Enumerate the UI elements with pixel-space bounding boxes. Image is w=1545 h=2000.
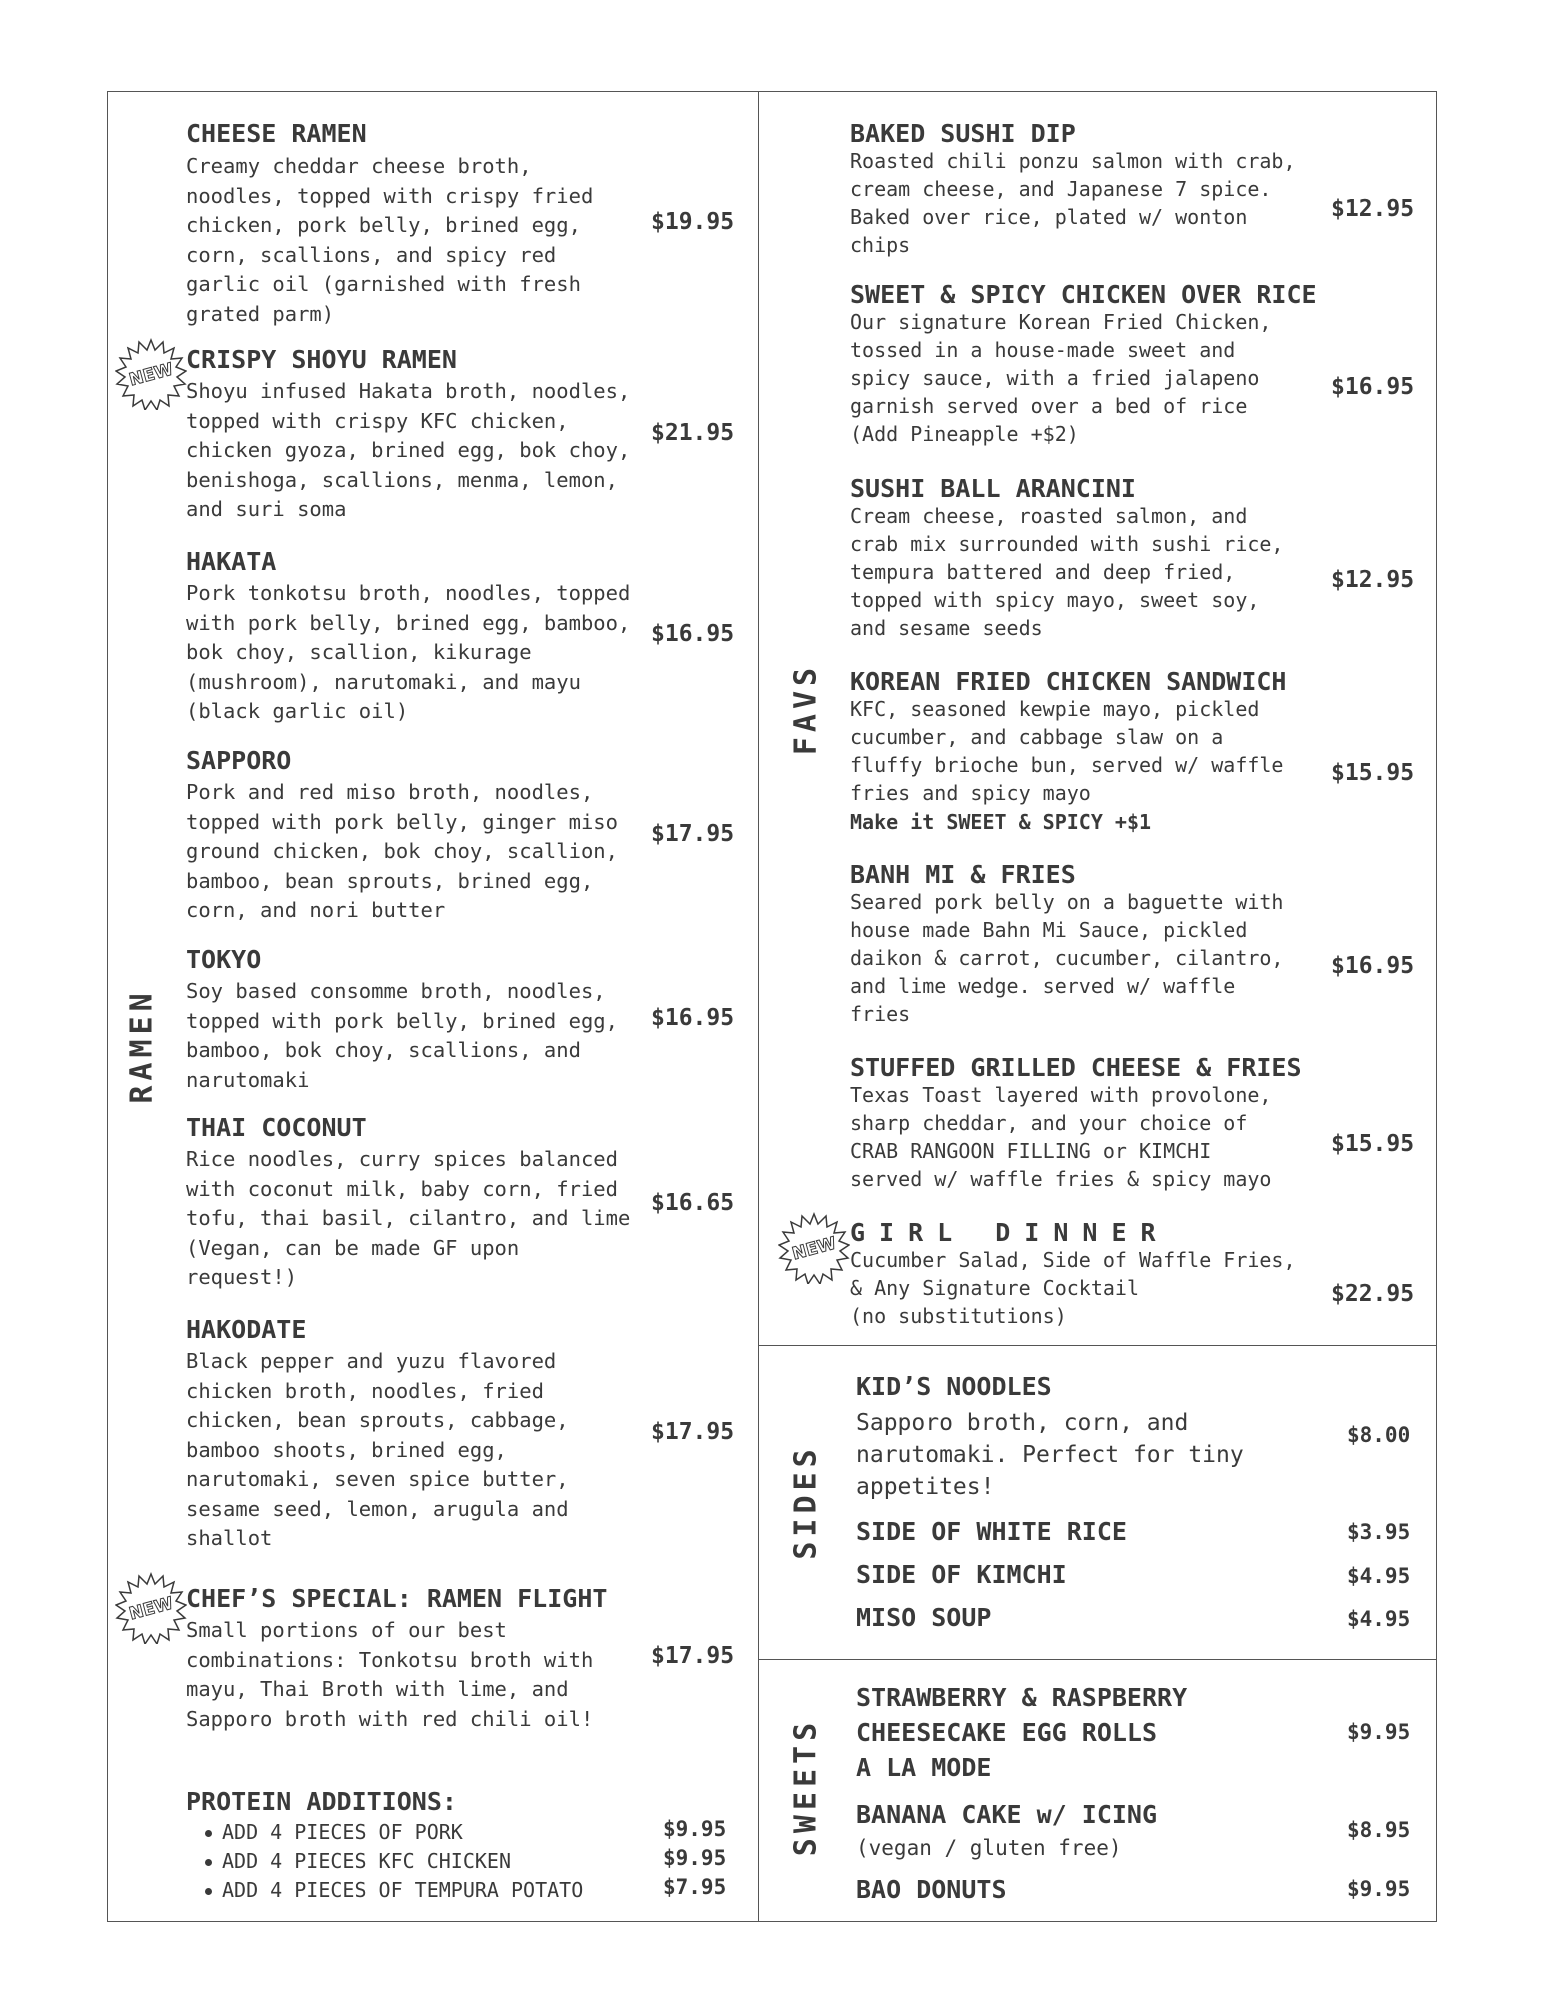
menu-item-description: Shoyu infused Hakata broth, noodles, topped with crispy KFC chicken, chicken gyoza, brined egg, bok choy, benishoga, scallions, menma, lemon, and suri soma: [186, 379, 631, 521]
favs-sides-divider: [758, 1345, 1437, 1346]
protein-additions-title: PROTEIN ADDITIONS:: [186, 1787, 457, 1816]
new-badge-text: NEW: [127, 1593, 176, 1625]
menu-item-name: SAPPORO: [186, 746, 292, 775]
menu-item-description: Pork and red miso broth, noodles, topped with pork belly, ginger miso ground chicken, bok choy, scallion, bamboo, bean sprouts, brined egg, corn, and nori butter: [186, 780, 618, 922]
section-label-favs: FAVS: [788, 662, 824, 756]
menu-item-price: $12.95: [1331, 196, 1415, 222]
menu-item-description: Rice noodles, curry spices balanced with coconut milk, baby corn, fried tofu, thai basil, cilantro, and lime (Vegan, can be made GF upon request!): [186, 1147, 631, 1289]
bullet-icon: [205, 1888, 212, 1895]
section-label-sides: SIDES: [788, 1444, 824, 1560]
sides-sweets-divider: [758, 1659, 1437, 1660]
new-badge-icon: [115, 338, 187, 410]
protein-item-price: $7.95: [663, 1875, 727, 1899]
menu-item-description: Soy based consomme broth, noodles, topped with pork belly, brined egg, bamboo, bok choy, scallions, and narutomaki: [186, 979, 618, 1092]
menu-item-name: SWEET & SPICY CHICKEN OVER RICE: [850, 280, 1317, 309]
menu-item-description: Pork tonkotsu broth, noodles, topped with pork belly, brined egg, bamboo, bok choy, scallion, kikurage (mushroom), narutomaki, and mayu (black garlic oil): [186, 581, 631, 723]
menu-item-price: $22.95: [1331, 1281, 1415, 1307]
menu-item-price: $9.95: [1347, 1877, 1411, 1901]
menu-item-price: $16.95: [1331, 374, 1415, 400]
menu-item-name: GIRL DINNER: [850, 1218, 1170, 1247]
menu-item-price: $3.95: [1347, 1520, 1411, 1544]
menu-item-price: $16.65: [651, 1190, 735, 1216]
menu-item-price: $16.95: [651, 621, 735, 647]
menu-item-price: $16.95: [651, 1005, 735, 1031]
menu-item-description: Small portions of our best combinations: Tonkotsu broth with mayu, Thai Broth with lime, and Sapporo broth with red chili oil!: [186, 1618, 594, 1731]
section-label-sweets: SWEETS: [788, 1717, 824, 1857]
menu-item-price: $9.95: [1347, 1720, 1411, 1744]
menu-item-description: Cucumber Salad, Side of Waffle Fries, & Any Signature Cocktail (no substitutions): [850, 1248, 1296, 1328]
menu-item-price: $19.95: [651, 209, 735, 235]
menu-item-price: $16.95: [1331, 953, 1415, 979]
menu-item-price: $17.95: [651, 821, 735, 847]
menu-item-description: Sapporo broth, corn, and narutomaki. Perfect for tiny appetites!: [856, 1410, 1244, 1500]
menu-item-description: Roasted chili ponzu salmon with crab, cream cheese, and Japanese 7 spice. Baked over rice, plated w/ wonton chips: [850, 149, 1296, 257]
new-badge-icon: [778, 1212, 850, 1284]
protein-item-label: ADD 4 PIECES OF TEMPURA POTATO: [222, 1878, 584, 1902]
menu-item-note: Make it SWEET & SPICY +$1: [850, 810, 1152, 834]
menu-item-price: $15.95: [1331, 1131, 1415, 1157]
column-divider: [758, 91, 759, 1922]
section-label-ramen: RAMEN: [124, 988, 160, 1104]
menu-item-name: CRISPY SHOYU RAMEN: [186, 345, 457, 374]
protein-item-price: $9.95: [663, 1817, 727, 1841]
menu-item-name: BANANA CAKE w/ ICING: [856, 1800, 1158, 1829]
new-badge-text: NEW: [127, 359, 176, 391]
menu-item-description: (vegan / gluten free): [856, 1836, 1122, 1860]
menu-item-price: $17.95: [651, 1419, 735, 1445]
new-badge-text: NEW: [790, 1233, 839, 1265]
menu-item-name: SIDE OF KIMCHI: [856, 1560, 1067, 1589]
menu-item-description: Cream cheese, roasted salmon, and crab mix surrounded with sushi rice, tempura battered and deep fried, topped with spicy mayo, sweet soy, and sesame seeds: [850, 504, 1284, 640]
menu-item-price: $4.95: [1347, 1607, 1411, 1631]
protein-item-label: ADD 4 PIECES OF PORK: [222, 1820, 463, 1844]
menu-item-name: THAI COCONUT: [186, 1113, 367, 1142]
menu-item-name: BAO DONUTS: [856, 1875, 1007, 1904]
menu-item-name: SIDE OF WHITE RICE: [856, 1517, 1127, 1546]
menu-item-price: $12.95: [1331, 567, 1415, 593]
menu-item-price: $8.00: [1347, 1423, 1411, 1447]
menu-item-name: TOKYO: [186, 945, 262, 974]
protein-item-price: $9.95: [663, 1846, 727, 1870]
menu-item-description: Creamy cheddar cheese broth, noodles, topped with crispy fried chicken, pork belly, brined egg, corn, scallions, and spicy red garlic oil (garnished with fresh grated parm): [186, 154, 594, 326]
menu-item-name: STUFFED GRILLED CHEESE & FRIES: [850, 1053, 1302, 1082]
menu-item-name: CHEF’S SPECIAL: RAMEN FLIGHT: [186, 1584, 608, 1613]
menu-item-description: Texas Toast layered with provolone, sharp cheddar, and your choice of CRAB RANGOON FILLING or KIMCHI served w/ waffle fries & spicy mayo: [850, 1083, 1272, 1191]
menu-item-price: $15.95: [1331, 760, 1415, 786]
menu-item-name: HAKATA: [186, 547, 277, 576]
menu-item-price: $4.95: [1347, 1564, 1411, 1588]
menu-item-description: Our signature Korean Fried Chicken, tossed in a house-made sweet and spicy sauce, with a fried jalapeno garnish served over a bed of rice (Add Pineapple +$2): [850, 310, 1272, 446]
menu-item-name: MISO SOUP: [856, 1603, 992, 1632]
menu-item-name: HAKODATE: [186, 1315, 307, 1344]
menu-item-name: KOREAN FRIED CHICKEN SANDWICH: [850, 667, 1287, 696]
menu-item-price: $17.95: [651, 1643, 735, 1669]
menu-item-price: $21.95: [651, 420, 735, 446]
new-badge-icon: [115, 1572, 187, 1644]
bullet-icon: [205, 1830, 212, 1837]
menu-item-name: SUSHI BALL ARANCINI: [850, 474, 1136, 503]
menu-item-description: Black pepper and yuzu flavored chicken broth, noodles, fried chicken, bean sprouts, cabbage, bamboo shoots, brined egg, narutomaki, seven spice butter, sesame seed, lemon, arugula and shallot: [186, 1349, 569, 1550]
menu-item-description: KFC, seasoned kewpie mayo, pickled cucumber, and cabbage slaw on a fluffy brioche bun, served w/ waffle fries and spicy mayo: [850, 697, 1284, 805]
menu-item-name: STRAWBERRY & RASPBERRY CHEESECAKE EGG ROLLS A LA MODE: [856, 1683, 1188, 1782]
menu-item-name: BAKED SUSHI DIP: [850, 119, 1076, 148]
menu-item-name: KID’S NOODLES: [856, 1372, 1052, 1401]
protein-item-label: ADD 4 PIECES KFC CHICKEN: [222, 1849, 511, 1873]
menu-item-name: CHEESE RAMEN: [186, 119, 367, 148]
menu-item-price: $8.95: [1347, 1818, 1411, 1842]
menu-item-description: Seared pork belly on a baguette with house made Bahn Mi Sauce, pickled daikon & carrot, cucumber, cilantro, and lime wedge. served w/ waffle fries: [850, 890, 1284, 1026]
bullet-icon: [205, 1859, 212, 1866]
menu-item-name: BANH MI & FRIES: [850, 860, 1076, 889]
